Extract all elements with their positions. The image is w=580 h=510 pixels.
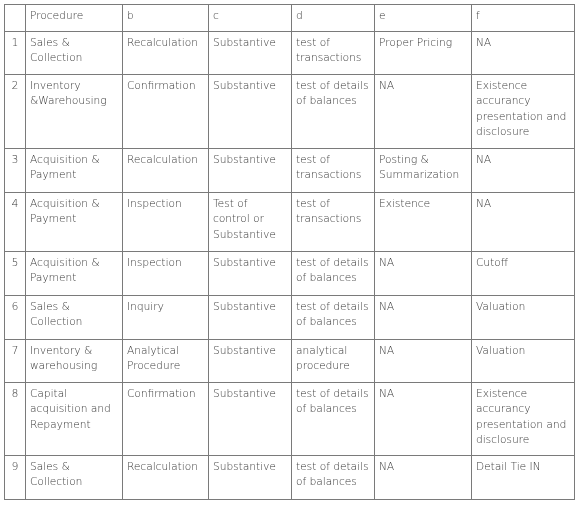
row-number-cell: 2 (5, 75, 26, 149)
table-row (5, 383, 575, 456)
header-cell-c: c (209, 5, 292, 32)
f-cell: NA (472, 149, 575, 193)
b-cell: Recalculation (123, 149, 209, 193)
procedure-cell: Acquisition & Payment (26, 252, 123, 296)
header-cell-procedure: Procedure (26, 5, 123, 32)
c-cell: Substantive (209, 340, 292, 383)
f-cell: NA (472, 193, 575, 252)
header-cell-d: d (292, 5, 375, 32)
e-cell: Proper Pricing (375, 32, 472, 75)
row-number-cell: 4 (5, 193, 26, 252)
d-cell: test of details of balances (292, 75, 375, 149)
b-cell: Analytical Procedure (123, 340, 209, 383)
d-cell: test of transactions (292, 193, 375, 252)
table-row (5, 340, 575, 383)
c-cell: Substantive (209, 456, 292, 500)
row-number-cell: 9 (5, 456, 26, 500)
c-cell: Substantive (209, 252, 292, 296)
b-cell: Inquiry (123, 296, 209, 340)
c-cell: Substantive (209, 75, 292, 149)
f-cell: Existence accurancy presentation and disclosure (472, 383, 575, 456)
f-cell: Valuation (472, 296, 575, 340)
table-row (5, 252, 575, 296)
c-cell: Substantive (209, 383, 292, 456)
audit-procedures-table (4, 4, 575, 500)
procedure-cell: Acquisition & Payment (26, 193, 123, 252)
audit-procedures-table-container (4, 4, 575, 500)
header-cell-f: f (472, 5, 575, 32)
row-number-cell: 1 (5, 32, 26, 75)
row-number-cell: 8 (5, 383, 26, 456)
header-cell-b: b (123, 5, 209, 32)
e-cell: NA (375, 456, 472, 500)
b-cell: Recalculation (123, 456, 209, 500)
table-row (5, 193, 575, 252)
row-number-cell: 7 (5, 340, 26, 383)
d-cell: test of transactions (292, 149, 375, 193)
table-header-row (5, 5, 575, 32)
procedure-cell: Inventory & warehousing (26, 340, 123, 383)
b-cell: Recalculation (123, 32, 209, 75)
c-cell: Substantive (209, 296, 292, 340)
table-row (5, 75, 575, 149)
procedure-cell: Sales & Collection (26, 456, 123, 500)
d-cell: test of details of balances (292, 383, 375, 456)
header-cell-number (5, 5, 26, 32)
table-row (5, 296, 575, 340)
procedure-cell: Inventory &Warehousing (26, 75, 123, 149)
f-cell: Existence accurancy presentation and disclosure (472, 75, 575, 149)
procedure-cell: Acquisition & Payment (26, 149, 123, 193)
f-cell: Valuation (472, 340, 575, 383)
e-cell: NA (375, 296, 472, 340)
table-row (5, 32, 575, 75)
e-cell: NA (375, 383, 472, 456)
table-row (5, 456, 575, 500)
f-cell: Detail Tie IN (472, 456, 575, 500)
e-cell: NA (375, 340, 472, 383)
c-cell: Substantive (209, 32, 292, 75)
d-cell: test of details of balances (292, 296, 375, 340)
b-cell: Confirmation (123, 383, 209, 456)
d-cell: test of transactions (292, 32, 375, 75)
d-cell: test of details of balances (292, 456, 375, 500)
row-number-cell: 5 (5, 252, 26, 296)
table-row (5, 149, 575, 193)
row-number-cell: 6 (5, 296, 26, 340)
d-cell: analytical procedure (292, 340, 375, 383)
f-cell: Cutoff (472, 252, 575, 296)
c-cell: Test of control or Substantive (209, 193, 292, 252)
b-cell: Inspection (123, 193, 209, 252)
d-cell: test of details of balances (292, 252, 375, 296)
e-cell: Existence (375, 193, 472, 252)
procedure-cell: Sales & Collection (26, 32, 123, 75)
f-cell: NA (472, 32, 575, 75)
procedure-cell: Sales & Collection (26, 296, 123, 340)
e-cell: NA (375, 75, 472, 149)
e-cell: Posting & Summarization (375, 149, 472, 193)
row-number-cell: 3 (5, 149, 26, 193)
e-cell: NA (375, 252, 472, 296)
header-cell-e: e (375, 5, 472, 32)
b-cell: Inspection (123, 252, 209, 296)
procedure-cell: Capital acquisition and Repayment (26, 383, 123, 456)
c-cell: Substantive (209, 149, 292, 193)
b-cell: Confirmation (123, 75, 209, 149)
